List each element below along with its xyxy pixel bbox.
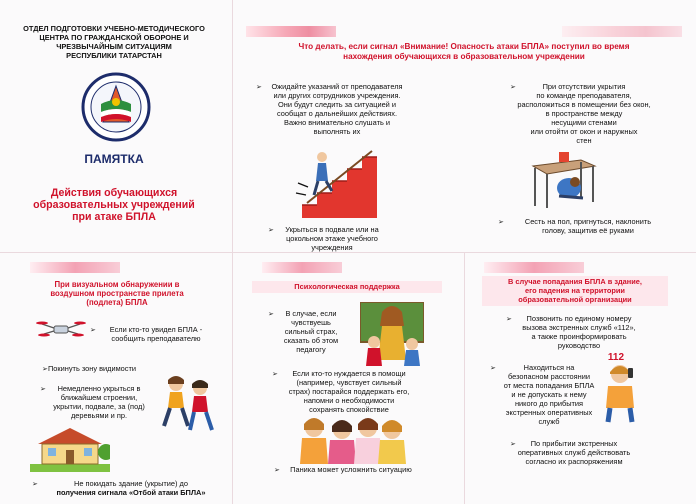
psych-panic: Паника может усложнить ситуацию <box>290 465 412 474</box>
signal-header-bar-right <box>562 26 682 37</box>
boy-phone-icon <box>598 364 642 424</box>
children-group-icon <box>296 414 406 464</box>
bullet-icon: ➢ <box>42 366 48 373</box>
psych-help-line5: сохранять спокойствие <box>309 405 389 414</box>
psych-fear-line1: В случае, если <box>285 309 337 318</box>
visual-panel <box>0 252 232 504</box>
bullet-icon: ➢ <box>90 327 96 334</box>
emblem-icon <box>81 72 151 142</box>
bullet-icon: ➢ <box>506 316 512 323</box>
drone-icon <box>36 316 86 342</box>
stairs-illustration-icon <box>292 143 382 223</box>
fold-line-vertical-2 <box>464 252 465 504</box>
hit-arrival-line1: По прибытии экстренных <box>530 439 618 448</box>
bullet-icon: ➢ <box>490 365 496 372</box>
signal-panel <box>232 0 696 252</box>
signal-wait-line5: Важно внимательно слушать и <box>284 118 390 127</box>
bullet-icon: ➢ <box>272 371 278 378</box>
signal-basement-line3: учреждения <box>311 243 353 252</box>
signal-floor-line1: Сесть на пол, пригнуться, наклонить <box>524 217 652 226</box>
bullet-icon: ➢ <box>268 311 274 318</box>
bullet-icon: ➢ <box>32 481 38 488</box>
visual-header-bar <box>30 262 120 273</box>
visual-report-line2: сообщить преподавателю <box>111 334 201 343</box>
fold-line-horizontal <box>0 252 696 253</box>
signal-room-line7: стен <box>576 136 592 145</box>
psych-help-line2: (например, чувствует сильный <box>296 378 402 387</box>
signal-room-line2: по команде преподавателя, <box>536 91 632 100</box>
signal-header-bar <box>246 26 336 37</box>
signal-title-line2: нахождения обучающихся в образовательном учреждении <box>343 52 585 61</box>
hit-title-line3: образовательной организации <box>518 295 632 304</box>
hit-distance-line6: экстренных оперативных <box>505 408 593 417</box>
hit-panel <box>464 252 696 504</box>
org-name-line2: ЦЕНТРА ПО ГРАЖДАНСКОЙ ОБОРОНЕ И <box>39 33 189 42</box>
org-name-line4: РЕСПУБЛИКИ ТАТАРСТАН <box>66 51 162 60</box>
bullet-icon: ➢ <box>498 219 504 226</box>
visual-stay-line1: Не покидать здание (укрытие) до <box>74 479 188 488</box>
org-name-line3: ЧРЕЗВЫЧАЙНЫМ СИТУАЦИЯМ <box>56 42 172 51</box>
signal-wait-line6: выполнять их <box>313 127 361 136</box>
signal-room-line1: При отсутствии укрытия <box>542 82 626 91</box>
hit-call-line1: Позвонить по единому номеру <box>526 314 632 323</box>
hit-distance-line3: от места попадания БПЛА <box>503 381 595 390</box>
hit-call-line3: а также проинформировать <box>531 332 627 341</box>
visual-leave-zone: Покинуть зону видимости <box>48 364 136 373</box>
signal-room-line6: или отойти от окон и наружных <box>530 127 638 136</box>
signal-room-line5: несущими стенами <box>551 118 617 127</box>
memo-subtitle-line2: образовательных учреждений <box>33 199 195 211</box>
hit-distance-line4: и не допускать к нему <box>511 390 587 399</box>
bullet-icon: ➢ <box>510 84 516 91</box>
hit-call-line4: руководство <box>557 341 601 350</box>
hit-arrival-line3: согласно их распоряжениям <box>525 457 623 466</box>
psych-help-line4: напомни о необходимости <box>303 396 395 405</box>
signal-wait-line4: сообщат о дальнейших действиях. <box>276 109 397 118</box>
hit-title-line2: его падения на территории <box>525 286 625 295</box>
visual-shelter-line4: деревьями и пр. <box>70 411 128 420</box>
visual-shelter-line3: укрытии, подвале, за (под) <box>53 402 145 411</box>
signal-room-line4: в пространстве между <box>545 109 623 118</box>
org-name-line1: ОТДЕЛ ПОДГОТОВКИ УЧЕБНО-МЕТОДИЧЕСКОГО <box>23 24 205 33</box>
memo-subtitle-line1: Действия обучающихся <box>50 187 178 199</box>
visual-title-line1: При визуальном обнаружении в <box>54 280 180 289</box>
visual-report-line1: Если кто-то увидел БПЛА - <box>109 325 203 334</box>
signal-wait-line1: Ожидайте указаний от преподавателя <box>271 82 403 91</box>
signal-room-line3: расположиться в помещении без окон, <box>517 100 651 109</box>
bullet-icon: ➢ <box>268 227 274 234</box>
title-panel <box>0 0 232 252</box>
psych-header-bar <box>262 262 342 273</box>
house-icon <box>30 424 110 472</box>
psych-fear-line2: чувствуешь <box>291 318 331 327</box>
psych-fear-line5: педагогу <box>296 345 326 354</box>
visual-title-line2: воздушном пространстве прилета <box>50 289 184 298</box>
visual-title-line3: (подлета) БПЛА <box>86 298 148 307</box>
hit-arrival-line2: оперативных служб действовать <box>517 448 631 457</box>
psych-panel <box>232 252 464 504</box>
visual-shelter-line1: Немедленно укрыться в <box>57 384 141 393</box>
hit-distance-line5: никого до прибытия <box>514 399 584 408</box>
signal-wait-line3: Они будут следить за ситуацией и <box>277 100 396 109</box>
psych-fear-line4: сказать об этом <box>283 336 339 345</box>
signal-wait-line2: или других сотрудников учреждения. <box>273 91 401 100</box>
bullet-icon: ➢ <box>510 441 516 448</box>
memo-subtitle-line3: при атаке БПЛА <box>72 211 156 223</box>
bullet-icon: ➢ <box>256 84 262 91</box>
psych-help-line1: Если кто-то нуждается в помощи <box>292 369 406 378</box>
psych-help-line3: страх) постарайся поддержать его, <box>288 387 410 396</box>
psych-fear-line3: сильный страх, <box>284 327 338 336</box>
emergency-number: 112 <box>607 352 625 363</box>
visual-shelter-line2: ближайшем строении, <box>60 393 138 402</box>
memo-title: ПАМЯТКА <box>84 152 144 166</box>
teacher-kids-icon <box>360 302 424 368</box>
bullet-icon: ➢ <box>40 386 46 393</box>
hit-distance-line7: служб <box>538 417 560 426</box>
hit-title-line1: В случае попадания БПЛА в здание, <box>508 277 642 286</box>
hit-header-bar <box>484 262 584 273</box>
hit-distance-line2: безопасном расстоянии <box>507 372 590 381</box>
bullet-icon: ➢ <box>274 467 280 474</box>
signal-floor-line2: голову, защитив её руками <box>542 226 634 235</box>
hit-distance-line1: Находиться на <box>523 363 575 372</box>
psych-title: Психологическая поддержка <box>294 282 400 291</box>
visual-stay-line2: получения сигнала «Отбой атаки БПЛА» <box>56 488 206 497</box>
desk-illustration-icon <box>529 146 599 210</box>
running-kids-icon <box>156 374 220 434</box>
hit-call-line2: вызова экстренных служб «112», <box>522 323 636 332</box>
signal-basement-line1: Укрыться в подвале или на <box>285 225 379 234</box>
signal-basement-line2: цокольном этаже учебного <box>286 234 378 243</box>
signal-title-line1: Что делать, если сигнал «Внимание! Опасность атаки БПЛА» поступил во время <box>298 42 630 51</box>
